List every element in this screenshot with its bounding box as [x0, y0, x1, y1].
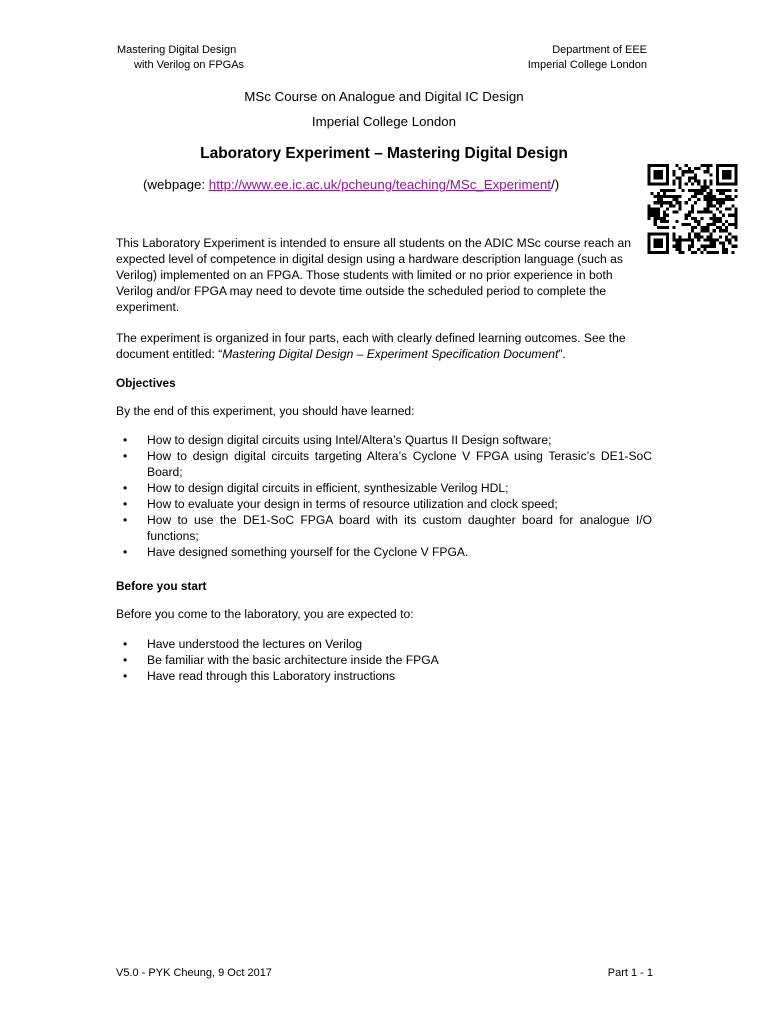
qr-code [646, 164, 739, 254]
webpage-link[interactable]: http://www.ee.ic.ac.uk/pcheung/teaching/MSc_Experiment [208, 177, 552, 192]
objectives-list [116, 432, 652, 560]
header-left [117, 43, 244, 73]
list-item: • Have designed something yourself for the Cyclone V FPGA. [116, 544, 652, 560]
organized-text: The experiment is organized in four parts, each with clearly defined learning outcomes. See the document entitled: “ [116, 331, 626, 361]
college-name: Imperial College London [311, 114, 457, 129]
webpage-suffix: /) [551, 177, 560, 192]
before-lead: Before you come to the laboratory, you are expected to: [116, 607, 414, 621]
course-title: MSc Course on Analogue and Digital IC Design [244, 89, 524, 104]
header-right-line1: Department of EEE [552, 44, 647, 56]
list-item: • Be familiar with the basic architecture inside the FPGA [116, 652, 652, 668]
list-item: • How to design digital circuits in efficient, synthesizable Verilog HDL; [116, 480, 652, 496]
list-item: • How to use the DE1-SoC FPGA board with its custom daughter board for analogue I/O functions; [116, 512, 652, 544]
organized-end: ”. [558, 347, 566, 361]
objectives-heading: Objectives [116, 376, 176, 390]
footer-page-number: Part 1 - 1 [607, 967, 653, 979]
webpage-line [143, 176, 559, 194]
before-list [116, 636, 652, 684]
list-item: • Have understood the lectures on Verilog [116, 636, 652, 652]
header-left-line1: Mastering Digital Design [117, 44, 237, 56]
list-item: • How to design digital circuits using Intel/Altera’s Quartus II Design software; [116, 432, 652, 448]
footer-version: V5.0 - PYK Cheung, 9 Oct 2017 [116, 967, 272, 979]
header-right-line2: Imperial College London [527, 59, 647, 71]
spec-document-title: Mastering Digital Design – Experiment Specification Document [222, 347, 559, 361]
page-title: Laboratory Experiment – Mastering Digital Design [200, 145, 568, 162]
organized-paragraph [116, 330, 652, 362]
list-item: • How to design digital circuits targeting Altera’s Cyclone V FPGA using Terasic’s DE1-SoC Board; [116, 448, 652, 480]
intro-paragraph: This Laboratory Experiment is intended to ensure all students on the ADIC MSc course reach an expected level of competence in digital design using a hardware description language (such as Verilog) implemented on an FPGA. Those students with limited or no prior experience in both Verilog and/or FPGA may need to devote time outside the scheduled period to complete the experiment. [116, 236, 631, 314]
objectives-lead: By the end of this experiment, you should have learned: [116, 404, 415, 418]
header-right [500, 43, 647, 73]
before-heading: Before you start [116, 579, 207, 593]
webpage-prefix: (webpage: [143, 177, 209, 192]
list-item: • Have read through this Laboratory instructions [116, 668, 652, 684]
list-item: • How to evaluate your design in terms of resource utilization and clock speed; [116, 496, 652, 512]
header-left-line2: with Verilog on FPGAs [134, 59, 245, 71]
